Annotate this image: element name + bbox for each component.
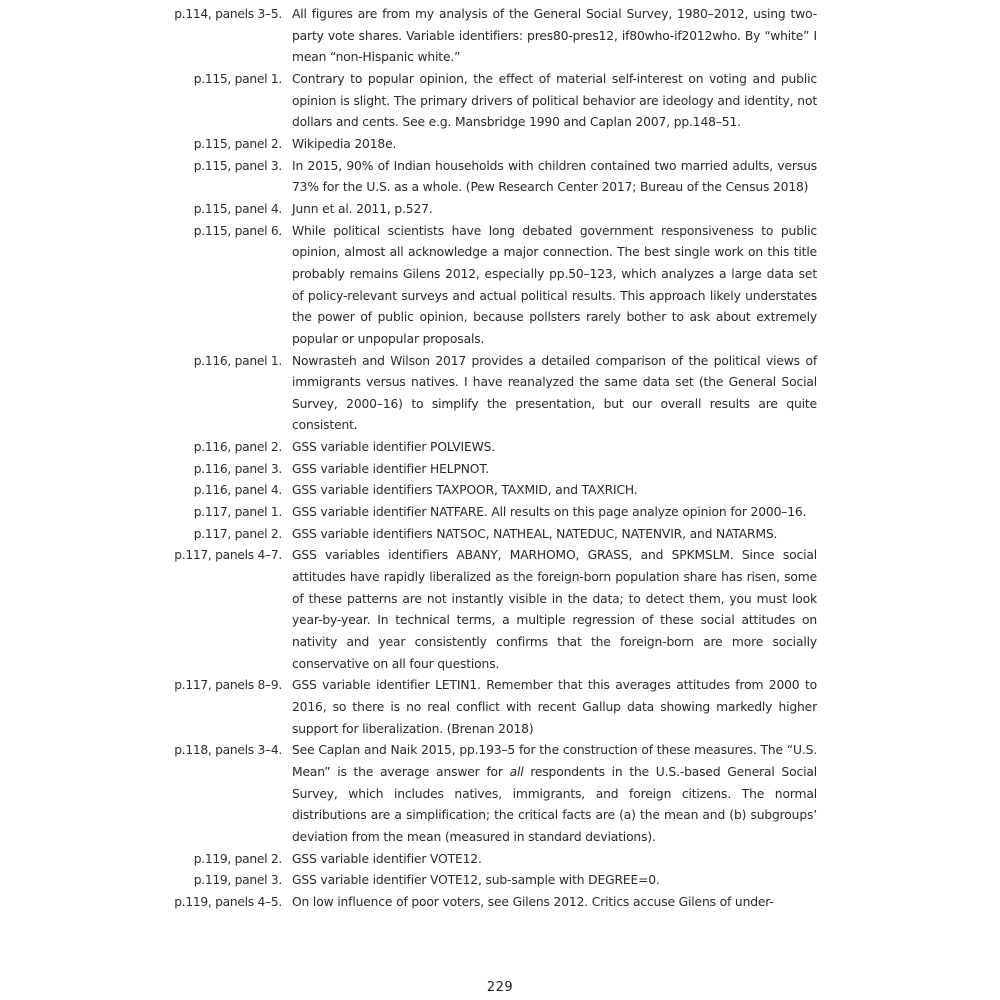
endnote-reference: p.118, panels 3–4.	[174, 743, 282, 758]
endnote	[0, 134, 1000, 156]
endnote-text	[292, 740, 817, 848]
emphasized-word: all	[509, 764, 524, 779]
endnote	[0, 221, 1000, 351]
endnote	[0, 502, 1000, 524]
endnote-text: GSS variable identifier VOTE12.	[292, 851, 482, 866]
endnote-reference: p.119, panel 2.	[193, 851, 282, 866]
endnote-reference: p.115, panel 4.	[193, 201, 282, 216]
endnote	[0, 437, 1000, 459]
endnote-reference: p.116, panel 4.	[193, 483, 282, 498]
endnote-text: In 2015, 90% of Indian households with children contained two married adults, versus 73% for the U.S. as a whole. (Pew Research Center 2017; Bureau of the Census 2018)	[292, 158, 817, 195]
endnote-text: While political scientists have long debated government responsiveness to public opinion, almost all acknowledge a major connection. The best single work on this title probably remains Gilens 2012, especially pp.50–123, which analyzes a large data set of policy-relevant surveys and actual political results. This approach likely understates the power of public opinion, because pollsters rarely bother to ask about extremely popular or unpopular proposals.	[292, 223, 817, 346]
endnote	[0, 675, 1000, 740]
endnotes-list	[0, 4, 1000, 914]
endnote-text: GSS variable identifier POLVIEWS.	[292, 440, 495, 455]
endnote-text: GSS variable identifier HELPNOT.	[292, 461, 489, 476]
endnote-reference: p.117, panel 1.	[193, 505, 282, 520]
endnote-text: Nowrasteh and Wilson 2017 provides a detailed comparison of the political views of immigrants versus natives. I have reanalyzed the same data set (the General Social Survey, 2000–16) to simplify the presentation, but our overall results are quite consistent.	[292, 353, 817, 433]
endnote-text: GSS variable identifier LETIN1. Remember that this averages attitudes from 2000 to 2016, so there is no real conflict with recent Gallup data showing markedly higher support for liberalization. (Brenan 2018)	[292, 678, 817, 736]
endnote	[0, 870, 1000, 892]
endnote-text: Junn et al. 2011, p.527.	[292, 201, 433, 216]
page-number: 229	[486, 980, 514, 995]
endnote	[0, 545, 1000, 675]
endnote	[0, 199, 1000, 221]
endnote-reference: p.116, panel 3.	[193, 461, 282, 476]
endnote-reference: p.115, panel 1.	[193, 71, 282, 86]
endnote	[0, 351, 1000, 438]
endnote-text-part: respondents in the U.S.-based General Social Survey, which includes natives, immigrants, and foreign citizens. The normal distributions are a simplification; the critical facts are (a) the mean and (b) subgroups’ deviation from the mean (measured in standard deviations).	[292, 764, 817, 844]
endnote-reference: p.117, panels 4–7.	[174, 548, 282, 563]
endnote-text: All figures are from my analysis of the General Social Survey, 1980–2012, using two-party vote shares. Variable identifiers: pres80-pres12, if80who-if2012who. By “white” I mean “non-Hispanic white.”	[292, 7, 817, 65]
endnote-reference: p.115, panel 6.	[193, 223, 282, 238]
endnote-text: GSS variables identifiers ABANY, MARHOMO, GRASS, and SPKMSLM. Since social attitudes have rapidly liberalized as the foreign-born population share has risen, some of these patterns are not instantly visible in the data; to detect them, you must look year-by-year. In technical terms, a multiple regression of these social attitudes on nativity and year consistently confirms that the foreign-born are more socially conservative on all four questions.	[292, 548, 817, 671]
endnote-text: Contrary to popular opinion, the effect of material self-interest on voting and public opinion is slight. The primary drivers of political behavior are ideology and identity, not dollars and cents. See e.g. Mansbridge 1990 and Caplan 2007, pp.148–51.	[292, 71, 817, 130]
endnote	[0, 69, 1000, 134]
endnote-reference: p.115, panel 2.	[193, 136, 282, 151]
endnote-reference: p.117, panel 2.	[193, 526, 282, 541]
endnote	[0, 156, 1000, 199]
endnote-reference: p.115, panel 3.	[193, 158, 282, 173]
endnote-reference: p.116, panel 2.	[193, 440, 282, 455]
endnote	[0, 849, 1000, 871]
endnote-reference: p.119, panels 4–5.	[174, 894, 282, 909]
endnote-text-part: See Caplan and Naik 2015, pp.193–5 for the construction of these measures. The “U.S. Mean” is the average answer for	[292, 743, 817, 779]
endnote-text: On low influence of poor voters, see Gilens 2012. Critics accuse Gilens of under-	[292, 894, 774, 909]
endnote	[0, 480, 1000, 502]
endnote-reference: p.117, panels 8–9.	[174, 678, 282, 693]
endnote	[0, 892, 1000, 914]
endnote	[0, 740, 1000, 848]
endnote	[0, 459, 1000, 481]
endnote	[0, 524, 1000, 546]
endnote-text: GSS variable identifier NATFARE. All results on this page analyze opinion for 2000–16.	[292, 505, 807, 520]
endnote-text: GSS variable identifiers NATSOC, NATHEAL, NATEDUC, NATENVIR, and NATARMS.	[292, 526, 778, 541]
endnote-reference: p.119, panel 3.	[193, 873, 282, 888]
endnote-text: GSS variable identifier VOTE12, sub-sample with DEGREE=0.	[292, 873, 660, 888]
endnote	[0, 4, 1000, 69]
endnote-text: Wikipedia 2018e.	[292, 136, 397, 151]
endnote-reference: p.116, panel 1.	[193, 353, 282, 368]
endnote-text: GSS variable identifiers TAXPOOR, TAXMID, and TAXRICH.	[292, 483, 638, 498]
endnote-reference: p.114, panels 3–5.	[174, 7, 282, 21]
